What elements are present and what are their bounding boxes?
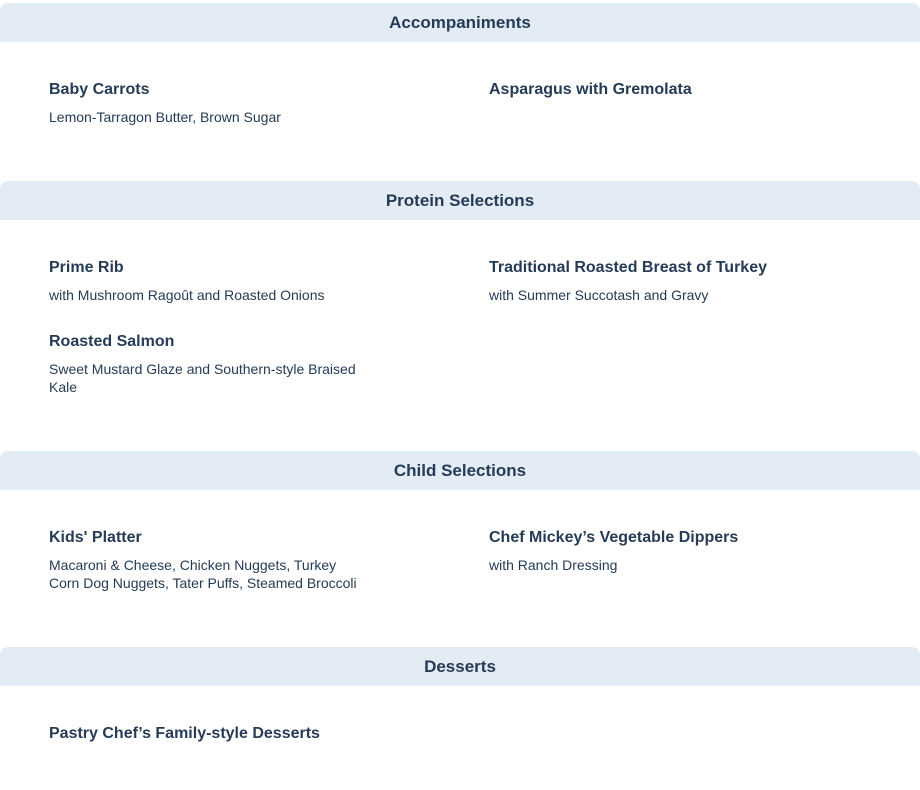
menu-item-name: Roasted Salmon <box>49 333 175 350</box>
menu-item-asparagus <box>489 80 829 100</box>
section-header-protein-selections <box>0 181 920 220</box>
section-title: Desserts <box>424 656 496 676</box>
section-header-desserts <box>0 647 920 686</box>
menu-item-description: Lemon-Tarragon Butter, Brown Sugar <box>49 109 281 125</box>
menu-item-description: Sweet Mustard Glaze and Southern-style Braised Kale <box>49 361 356 395</box>
menu-item-description: with Mushroom Ragoût and Roasted Onions <box>49 287 325 303</box>
menu-item-description: with Ranch Dressing <box>489 557 618 573</box>
menu-item-roasted-turkey <box>489 258 829 304</box>
menu-item-name: Prime Rib <box>49 259 124 276</box>
menu-item-name: Traditional Roasted Breast of Turkey <box>489 259 767 276</box>
menu-item-description: with Summer Succotash and Gravy <box>489 287 709 303</box>
menu-item-name: Pastry Chef’s Family-style Desserts <box>49 725 320 742</box>
menu-item-kids-platter <box>49 528 369 592</box>
menu-item-name: Asparagus with Gremolata <box>489 81 692 98</box>
menu-item-baby-carrots <box>49 80 379 126</box>
menu-item-prime-rib <box>49 258 379 304</box>
section-title: Protein Selections <box>385 190 535 210</box>
menu-item-name: Baby Carrots <box>49 81 150 98</box>
menu-item-name: Kids' Platter <box>49 529 142 546</box>
section-header-child-selections <box>0 451 920 490</box>
menu-item-name: Chef Mickey’s Vegetable Dippers <box>489 529 739 546</box>
section-title: Child Selections <box>393 460 527 480</box>
menu-item-family-style-desserts <box>49 724 409 744</box>
menu-item-roasted-salmon <box>49 332 369 396</box>
menu-item-description: Macaroni & Cheese, Chicken Nuggets, Turkey Corn Dog Nuggets, Tater Puffs, Steamed Broccoli <box>49 557 357 591</box>
menu-item-vegetable-dippers <box>489 528 829 574</box>
section-title: Accompaniments <box>389 12 531 32</box>
section-header-accompaniments <box>0 3 920 42</box>
